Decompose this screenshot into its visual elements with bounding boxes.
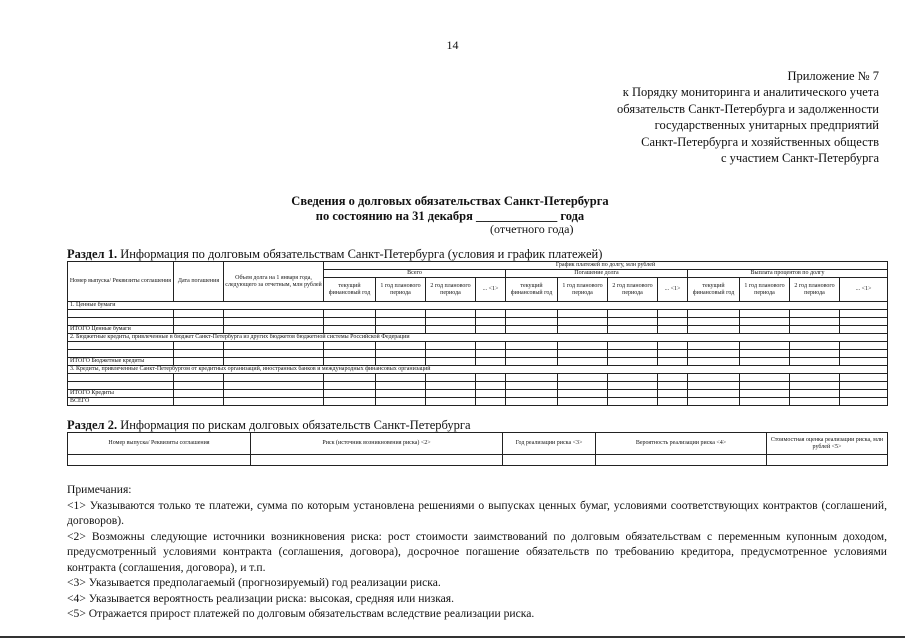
table-row bbox=[68, 455, 888, 466]
table-row bbox=[68, 342, 888, 350]
note-2: <2> Возможны следующие источники возникновения риска: рост стоимости заимствований по долговым обязательствам с переменным купонным доходом, предусмотренный условиями контракта (соглашения, договора), досрочное погашение обязательств по требованию кредитора, предусмотренное условиями контракта (соглашения, договора), и т.п. bbox=[67, 529, 887, 574]
appendix-line: с участием Санкт-Петербурга bbox=[720, 151, 879, 166]
header-volume: Объем долга на 1 января года, следующего за отчетным, млн рублей bbox=[224, 262, 324, 302]
section1-label: Раздел 1. bbox=[67, 247, 118, 261]
appendix-line: обязательств Санкт-Петербурга и задолженности bbox=[617, 101, 879, 116]
table-row bbox=[68, 318, 888, 326]
notes-heading: Примечания: bbox=[67, 483, 132, 496]
note-3: <3> Указывается предполагаемый (прогнозируемый) год реализации риска. bbox=[67, 576, 441, 589]
section2-heading bbox=[67, 418, 471, 433]
section2-title: Информация по рискам долговых обязательств Санкт-Петербурга bbox=[120, 418, 471, 432]
note-5: <5> Отражается прирост платежей по долговым обязательствам вследствие реализации риска. bbox=[67, 607, 535, 620]
table-row bbox=[68, 310, 888, 318]
risk-header-source: Риск (источник возникновения риска) <2> bbox=[251, 433, 503, 455]
header-current-year: текущий финансовый год bbox=[506, 278, 558, 302]
title-line-1: Сведения о долговых обязательствах Санкт-Петербурга bbox=[291, 194, 609, 208]
risk-header-issue: Номер выпуска/ Реквизиты соглашения bbox=[68, 433, 251, 455]
header-plan-year-2: 2 год планового периода bbox=[426, 278, 476, 302]
header-plan-year-2: 2 год планового периода bbox=[608, 278, 658, 302]
row-grand-total: ВСЕГО bbox=[68, 398, 174, 406]
note-1: <1> Указываются только те платежи, сумма по которым установлена решениями о выпусках ценных бумаг, условиями соответствующих контрактов (соглашений, договоров). bbox=[67, 498, 887, 527]
header-plan-year-1: 1 год планового периода bbox=[740, 278, 790, 302]
row-securities-total: ИТОГО Ценные бумаги bbox=[68, 326, 174, 334]
row-budget: 2. Бюджетные кредиты, привлеченные в бюджет Санкт-Петербурга из других бюджетов бюджетной системы Российской Федерации bbox=[68, 334, 888, 342]
note-4: <4> Указывается вероятность реализации риска: высокая, средняя или низкая. bbox=[67, 591, 455, 605]
header-issue-number: Номер выпуска/ Реквизиты соглашения bbox=[68, 262, 174, 302]
risk-header-probability: Вероятность реализации риска <4> bbox=[596, 433, 767, 455]
risk-header-year: Год реализации риска <3> bbox=[503, 433, 596, 455]
header-etc: ... <1> bbox=[476, 278, 506, 302]
section2-label: Раздел 2. bbox=[67, 418, 118, 432]
section1-title: Информация по долговым обязательствам Санкт-Петербурга (условия и график платежей) bbox=[120, 247, 603, 261]
header-current-year: текущий финансовый год bbox=[688, 278, 740, 302]
document-subtitle: (отчетного года) bbox=[490, 222, 574, 236]
appendix-line: государственных унитарных предприятий bbox=[654, 118, 879, 133]
header-etc: ... <1> bbox=[658, 278, 688, 302]
risk-header-cost: Стоимостная оценка реализации риска, млн рублей <5> bbox=[767, 433, 888, 455]
appendix-line: Санкт-Петербурга и хозяйственных обществ bbox=[641, 134, 879, 149]
appendix-line: к Порядку мониторинга и аналитического учета bbox=[622, 85, 879, 100]
header-current-year: текущий финансовый год bbox=[324, 278, 376, 302]
table-row bbox=[68, 374, 888, 382]
row-credits-total: ИТОГО Кредиты bbox=[68, 390, 174, 398]
table-row bbox=[68, 350, 888, 358]
header-date: Дата погашения bbox=[174, 262, 224, 302]
title-line-2: по состоянию на 31 декабря _____________ года bbox=[315, 209, 585, 223]
header-repayment: Погашение долга bbox=[506, 270, 688, 278]
row-credits: 3. Кредиты, привлеченные Санкт-Петербургом от кредитных организаций, иностранных банков и международных финансовых организаций bbox=[68, 366, 888, 374]
header-etc: ... <1> bbox=[840, 278, 888, 302]
notes bbox=[67, 482, 887, 622]
appendix-block bbox=[617, 68, 879, 166]
header-plan-year-1: 1 год планового периода bbox=[376, 278, 426, 302]
header-plan-year-1: 1 год планового периода bbox=[558, 278, 608, 302]
section1-table bbox=[67, 261, 888, 406]
row-budget-total: ИТОГО Бюджетные кредиты bbox=[68, 358, 174, 366]
header-total: Всего bbox=[324, 270, 506, 278]
section1-heading bbox=[67, 247, 602, 262]
table-row bbox=[68, 382, 888, 390]
section2-table bbox=[67, 432, 888, 466]
header-schedule: График платежей по долгу, млн рублей bbox=[324, 262, 888, 270]
page-edge-line bbox=[0, 636, 905, 638]
document-title bbox=[230, 194, 670, 224]
row-securities: 1. Ценные бумаги bbox=[68, 302, 888, 310]
header-interest: Выплата процентов по долгу bbox=[688, 270, 888, 278]
page-number: 14 bbox=[446, 38, 459, 52]
header-plan-year-2: 2 год планового периода bbox=[790, 278, 840, 302]
appendix-line: Приложение № 7 bbox=[787, 69, 879, 83]
